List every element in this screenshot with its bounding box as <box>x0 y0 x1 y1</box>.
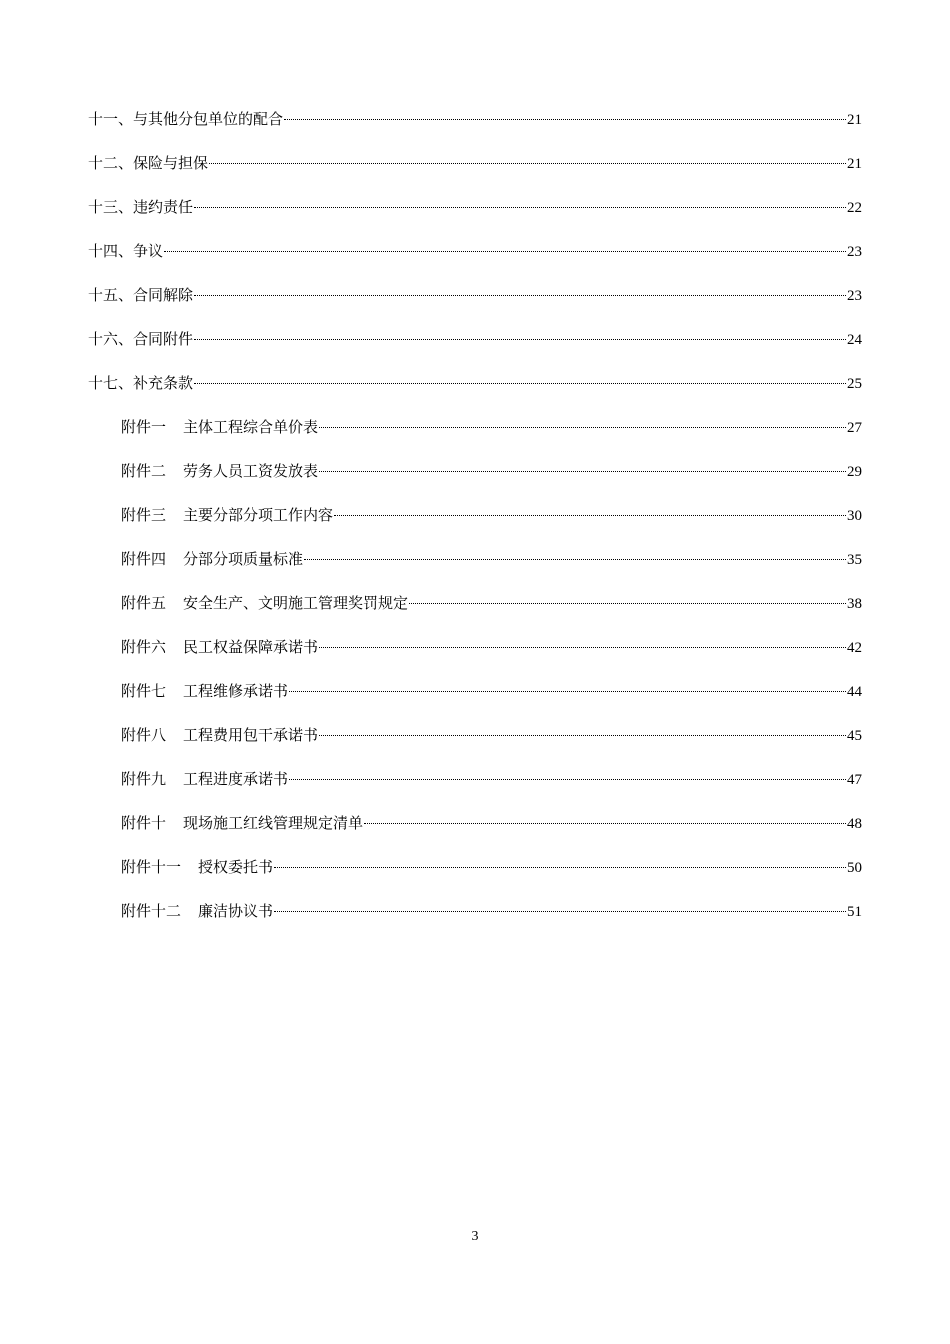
toc-entry-label: 十三、违约责任 <box>88 198 194 216</box>
toc-entry-page: 24 <box>847 332 862 348</box>
toc-entry-13[interactable] <box>88 194 862 238</box>
dot-leader <box>284 119 846 120</box>
appendix-title: 廉洁协议书 <box>198 902 274 920</box>
dot-leader <box>334 515 846 516</box>
appendix-title: 主要分部分项工作内容 <box>183 506 334 524</box>
toc-appendix-6[interactable] <box>88 634 862 678</box>
page-number: 3 <box>471 1229 479 1244</box>
toc-appendix-page: 51 <box>847 904 862 920</box>
toc-appendix-page: 27 <box>847 420 862 436</box>
toc-appendix-label <box>121 634 318 660</box>
toc-appendix-label <box>121 502 333 528</box>
toc-appendix-8[interactable] <box>88 722 862 766</box>
toc-appendix-page: 47 <box>847 772 862 788</box>
toc-entry-12[interactable] <box>88 150 862 194</box>
toc-entry-page: 23 <box>847 244 862 260</box>
toc-entry-label: 十五、合同解除 <box>88 286 194 304</box>
appendix-prefix: 附件三 <box>121 506 167 524</box>
toc-appendix-page: 42 <box>847 640 862 656</box>
toc-entry-label: 十二、保险与担保 <box>88 154 209 172</box>
toc-appendix-4[interactable] <box>88 546 862 590</box>
toc-entry-label: 十七、补充条款 <box>88 374 194 392</box>
dot-leader <box>319 471 846 472</box>
toc-appendix-10[interactable] <box>88 810 862 854</box>
toc-appendix-label <box>121 414 318 440</box>
toc-appendix-page: 48 <box>847 816 862 832</box>
dot-leader <box>304 559 846 560</box>
toc-entry-14[interactable] <box>88 238 862 282</box>
toc-entry-page: 23 <box>847 288 862 304</box>
toc-appendix-label <box>121 546 303 572</box>
dot-leader <box>289 691 846 692</box>
appendix-prefix: 附件七 <box>121 682 167 700</box>
toc-appendix-label <box>121 458 318 484</box>
appendix-title: 主体工程综合单价表 <box>183 418 319 436</box>
toc-appendix-11[interactable] <box>88 854 862 898</box>
toc-appendix-page: 29 <box>847 464 862 480</box>
toc-entry-15[interactable] <box>88 282 862 326</box>
toc-appendix-9[interactable] <box>88 766 862 810</box>
appendix-prefix: 附件十一 <box>121 858 182 876</box>
toc-entry-16[interactable] <box>88 326 862 370</box>
dot-leader <box>164 251 846 252</box>
appendix-prefix: 附件一 <box>121 418 167 436</box>
appendix-title: 工程费用包干承诺书 <box>183 726 319 744</box>
appendix-prefix: 附件四 <box>121 550 167 568</box>
toc-appendix-page: 45 <box>847 728 862 744</box>
toc-appendix-page: 50 <box>847 860 862 876</box>
toc-entry-page: 21 <box>847 156 862 172</box>
appendix-title: 授权委托书 <box>198 858 274 876</box>
appendix-title: 民工权益保障承诺书 <box>183 638 319 656</box>
appendix-prefix: 附件九 <box>121 770 167 788</box>
appendix-prefix: 附件五 <box>121 594 167 612</box>
toc-entry-label: 十四、争议 <box>88 242 164 260</box>
dot-leader <box>319 735 846 736</box>
toc-appendix-label <box>121 898 273 924</box>
toc-appendix-label <box>121 590 408 616</box>
toc-entry-label: 十一、与其他分包单位的配合 <box>88 110 284 128</box>
table-of-contents <box>88 106 862 942</box>
dot-leader <box>274 911 846 912</box>
appendix-prefix: 附件六 <box>121 638 167 656</box>
appendix-prefix: 附件十 <box>121 814 167 832</box>
dot-leader <box>409 603 846 604</box>
appendix-title: 分部分项质量标准 <box>183 550 304 568</box>
dot-leader <box>274 867 846 868</box>
dot-leader <box>364 823 846 824</box>
toc-appendix-5[interactable] <box>88 590 862 634</box>
toc-entry-page: 21 <box>847 112 862 128</box>
toc-appendix-page: 38 <box>847 596 862 612</box>
appendix-title: 现场施工红线管理规定清单 <box>183 814 364 832</box>
toc-entry-page: 25 <box>847 376 862 392</box>
toc-entry-page: 22 <box>847 200 862 216</box>
toc-appendix-3[interactable] <box>88 502 862 546</box>
toc-appendix-label <box>121 722 318 748</box>
dot-leader <box>319 427 846 428</box>
appendix-title: 安全生产、文明施工管理奖罚规定 <box>183 594 409 612</box>
dot-leader <box>319 647 846 648</box>
dot-leader <box>194 295 846 296</box>
toc-appendix-12[interactable] <box>88 898 862 942</box>
toc-entry-label: 十六、合同附件 <box>88 330 194 348</box>
dot-leader <box>194 383 846 384</box>
appendix-prefix: 附件八 <box>121 726 167 744</box>
appendix-prefix: 附件十二 <box>121 902 182 920</box>
toc-appendix-1[interactable] <box>88 414 862 458</box>
dot-leader <box>289 779 846 780</box>
appendix-prefix: 附件二 <box>121 462 167 480</box>
toc-appendix-label <box>121 766 288 792</box>
toc-appendix-2[interactable] <box>88 458 862 502</box>
toc-appendix-label <box>121 678 288 704</box>
toc-entry-17[interactable] <box>88 370 862 414</box>
toc-appendix-label <box>121 810 363 836</box>
toc-entry-11[interactable] <box>88 106 862 150</box>
toc-appendix-page: 44 <box>847 684 862 700</box>
dot-leader <box>194 339 846 340</box>
appendix-title: 工程进度承诺书 <box>183 770 289 788</box>
dot-leader <box>209 163 846 164</box>
toc-appendix-page: 35 <box>847 552 862 568</box>
toc-appendix-7[interactable] <box>88 678 862 722</box>
toc-appendix-label <box>121 854 273 880</box>
toc-appendix-page: 30 <box>847 508 862 524</box>
appendix-title: 劳务人员工资发放表 <box>183 462 319 480</box>
appendix-title: 工程维修承诺书 <box>183 682 289 700</box>
dot-leader <box>194 207 846 208</box>
